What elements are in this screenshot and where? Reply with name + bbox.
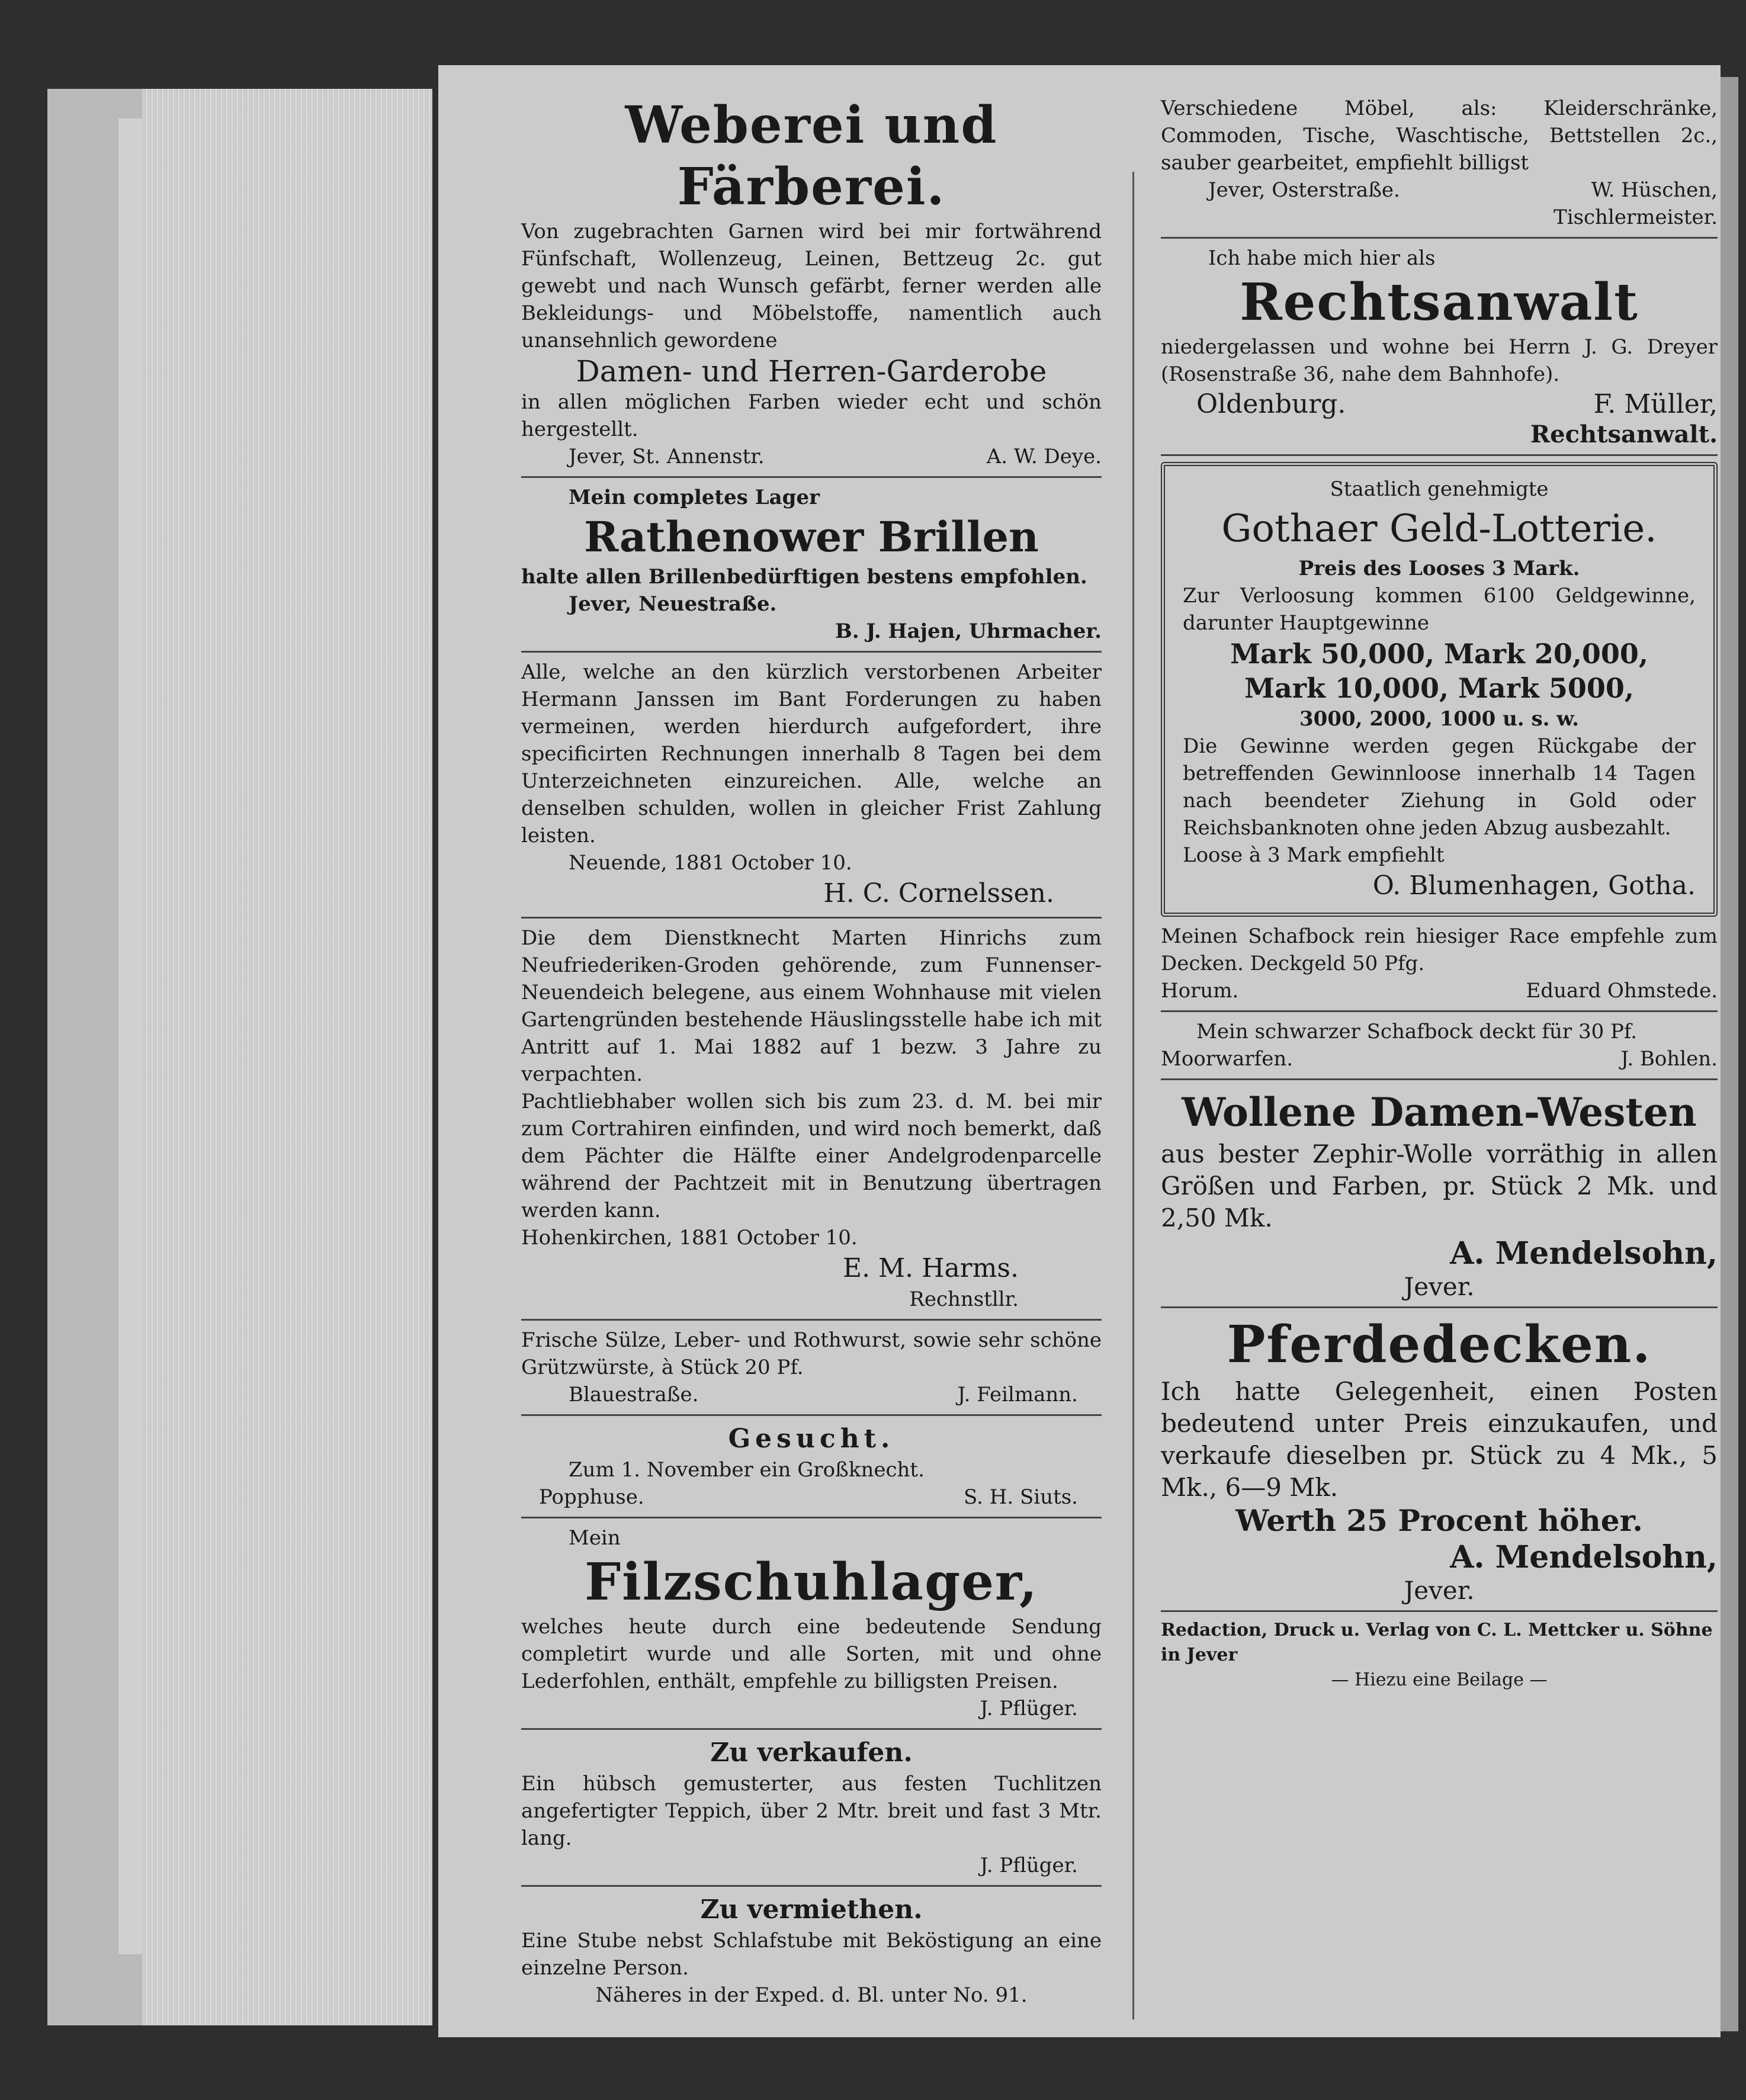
ad-role: Rechtsanwalt. <box>1530 420 1718 448</box>
ad-signature: A. Mendelsohn, <box>1450 1235 1718 1271</box>
ad-title: Rechtsanwalt <box>1240 272 1639 332</box>
ad-gesucht <box>521 1422 1102 1511</box>
ad-body: Die Gewinne werden gegen Rückgabe der betreffenden Gewinnloose innerhalb 14 Tagen nach beendeter Ziehung in Gold oder Reichsbanknoten ohne jeden Abzug ausbezahlt. <box>1183 734 1696 840</box>
ad-title: Rathenower Brillen <box>584 512 1039 561</box>
ad-signature: J. Feilmann. <box>957 1383 1078 1407</box>
ad-place: Jever, Neuestraße. <box>569 592 777 616</box>
ad-body: Zum 1. November ein Großknecht. <box>569 1458 925 1482</box>
ad-body: Meinen Schafbock rein hiesiger Race empfehle zum Decken. Deckgeld 50 Pfg. <box>1161 924 1718 975</box>
ad-signature: F. Müller, <box>1593 389 1718 419</box>
ad-schafbock-ohmstede <box>1161 923 1718 1004</box>
ad-body: Von zugebrachten Garnen wird bei mir fortwährend Fünfschaft, Wollenzeug, Leinen, Bettzeug 2c. gut gewebt und nach Wunsch gefärbt, ferner werden alle Bekleidungs- und Möbelstoffe, namentlich auch unansehnlich gewordene <box>521 220 1102 352</box>
ad-place: Moorwarfen. <box>1161 1047 1294 1071</box>
ad-price: Preis des Looses 3 Mark. <box>1298 557 1580 580</box>
rule <box>1161 1306 1718 1308</box>
ad-signature: E. M. Harms. <box>842 1253 1019 1283</box>
ad-role: Tischlermeister. <box>1554 205 1718 229</box>
rule <box>521 1517 1102 1518</box>
ad-signature: O. Blumenhagen, Gotha. <box>1372 871 1696 901</box>
ad-signature: Eduard Ohmstede. <box>1526 979 1718 1003</box>
ad-pretitle: Ich habe mich hier als <box>1208 246 1436 270</box>
ad-signature: W. Hüschen, <box>1591 178 1718 202</box>
ad-place: Hohenkirchen, 1881 October 10. <box>521 1226 858 1250</box>
ad-body: Frische Sülze, Leber- und Rothwurst, sowie sehr schöne Grützwürste, à Stück 20 Pf. <box>521 1328 1102 1379</box>
ad-hinrichs <box>521 924 1102 1313</box>
ad-brillen <box>521 484 1102 645</box>
ad-pretitle: Mein completes Lager <box>569 486 820 509</box>
ad-title: Weberei und Färberei. <box>625 95 998 217</box>
ad-place: Jever. <box>1404 1576 1475 1605</box>
ad-body: niedergelassen und wohne bei Herrn J. G. Dreyer (Rosenstraße 36, nahe dem Bahnhofe). <box>1161 335 1718 386</box>
ad-moebel <box>1161 95 1718 231</box>
ad-body: Loose à 3 Mark empfiehlt <box>1183 843 1445 867</box>
ad-note: Näheres in der Exped. d. Bl. unter No. 91. <box>595 1983 1028 2007</box>
ad-signature: A. Mendelsohn, <box>1450 1539 1718 1575</box>
ad-title: Gothaer Geld-Lotterie. <box>1221 507 1657 551</box>
ad-place: Jever, St. Annenstr. <box>569 445 765 468</box>
ad-place: Neuende, 1881 October 10. <box>569 851 852 875</box>
ad-body: Ich hatte Gelegenheit, einen Posten bedeutend unter Preis einzukaufen, und verkaufe dieselben pr. Stück zu 4 Mk., 5 Mk., 6—9 Mk. <box>1161 1377 1718 1502</box>
ad-place: Horum. <box>1161 979 1239 1003</box>
ad-title: Gesucht. <box>728 1424 895 1454</box>
ad-signature: S. H. Siuts. <box>964 1485 1078 1509</box>
ad-lotterie <box>1161 462 1718 917</box>
rule <box>1161 1610 1718 1612</box>
ad-body: Eine Stube nebst Schlafstube mit Beköstigung an eine einzelne Person. <box>521 1929 1102 1980</box>
ad-body: Ein hübsch gemusterter, aus festen Tuchlitzen angefertigter Teppich, über 2 Mtr. breit und fast 3 Mtr. lang. <box>521 1772 1102 1850</box>
ad-place: Popphuse. <box>539 1485 644 1509</box>
ad-verkaufen <box>521 1736 1102 1879</box>
ad-signature: J. Pflüger. <box>980 1697 1078 1720</box>
ad-body: Pachtliebhaber wollen sich bis zum 23. d. M. bei mir zum Cortrahiren einfinden, und wird noch bemerkt, daß dem Pächter die Hälfte einer Andelgrodenparcelle während der Pachtzeit mit in Benutzung übertragen werden kann. <box>521 1090 1102 1222</box>
ad-title: Zu vermiethen. <box>700 1895 923 1925</box>
ad-place: Oldenburg. <box>1196 389 1346 419</box>
ad-body: welches heute durch eine bedeutende Sendung completirt wurde und alle Sorten, mit und ohne Lederfohlen, enthält, empfehle zu billigsten Preisen. <box>521 1615 1102 1693</box>
ad-prizes: 3000, 2000, 1000 u. s. w. <box>1299 707 1579 731</box>
rule <box>521 651 1102 653</box>
ad-signature: J. Bohlen. <box>1620 1047 1718 1071</box>
left-column <box>521 95 1102 2009</box>
ad-place: Jever. <box>1404 1272 1475 1301</box>
book-spine-strip <box>118 118 142 1954</box>
ad-rechtsanwalt <box>1161 245 1718 448</box>
ad-signature: A. W. Deye. <box>986 445 1102 468</box>
imprint-text: Redaction, Druck u. Verlag von C. L. Mettcker u. Söhne in Jever <box>1161 1620 1713 1665</box>
rule <box>521 917 1102 919</box>
ad-body: Mein schwarzer Schafbock deckt für 30 Pf. <box>1196 1020 1638 1043</box>
ad-vermiethen <box>521 1893 1102 2009</box>
imprint <box>1161 1618 1718 1693</box>
ad-pferdedecken <box>1161 1314 1718 1604</box>
ad-body: Alle, welche an den kürzlich verstorbenen Arbeiter Hermann Janssen im Bant Forderungen zu haben vermeinen, werden hierdurch aufgefordert, ihre specificirten Rechnungen innerhalb 8 Tagen bei dem Unterzeichneten einzureichen. Alle, welche an denselben schulden, wollen in gleicher Frist Zahlung leisten. <box>521 660 1102 847</box>
rule <box>521 1319 1102 1321</box>
ad-body: aus bester Zephir-Wolle vorräthig in allen Größen und Farben, pr. Stück 2 Mk. und 2,50 Mk. <box>1161 1139 1718 1232</box>
column-divider <box>1132 172 1134 2019</box>
ad-body: Zur Verloosung kommen 6100 Geldgewinne, darunter Hauptgewinne <box>1183 584 1696 635</box>
ad-prizes: Mark 10,000, Mark 5000, <box>1244 672 1634 704</box>
ad-body: halte allen Brillenbedürftigen bestens empfohlen. <box>521 565 1087 589</box>
rule <box>521 1728 1102 1730</box>
ad-signature: J. Pflüger. <box>980 1854 1078 1877</box>
rule <box>1161 454 1718 456</box>
ad-subtitle: Damen- und Herren-Garderobe <box>576 354 1047 388</box>
rule <box>1161 1078 1718 1080</box>
ad-pretitle: Staatlich genehmigte <box>1330 477 1549 501</box>
ad-janssen <box>521 659 1102 911</box>
ad-suelze <box>521 1327 1102 1408</box>
ad-body: Verschiedene Möbel, als: Kleiderschränke, Commoden, Tische, Waschtische, Bettstellen 2c., sauber gearbeitet, empfiehlt billigst <box>1161 97 1718 175</box>
rule <box>1161 1010 1718 1012</box>
ad-schafbock-bohlen <box>1161 1018 1718 1073</box>
ad-filzschuh <box>521 1524 1102 1722</box>
ad-westen <box>1161 1086 1718 1301</box>
ad-role: Rechnstllr. <box>909 1287 1019 1311</box>
page-edge <box>1721 77 1738 2031</box>
ad-pretitle: Mein <box>569 1526 621 1550</box>
ad-signature: B. J. Hajen, Uhrmacher. <box>835 619 1102 643</box>
ad-body: in allen möglichen Farben wieder echt und schön hergestellt. <box>521 390 1102 441</box>
ad-place: Blauestraße. <box>569 1383 699 1407</box>
ad-title: Filzschuhlager, <box>585 1552 1038 1612</box>
rule <box>521 1885 1102 1887</box>
rule <box>1161 237 1718 239</box>
right-column <box>1161 95 1718 1693</box>
ad-place: Jever, Osterstraße. <box>1208 178 1400 202</box>
ad-signature: H. C. Cornelssen. <box>823 878 1054 908</box>
ad-title: Wollene Damen-Westen <box>1182 1089 1697 1135</box>
ad-prizes: Mark 50,000, Mark 20,000, <box>1230 638 1648 670</box>
rule <box>521 476 1102 478</box>
supplement-note: — Hiezu eine Beilage — <box>1331 1669 1548 1690</box>
rule <box>521 1414 1102 1416</box>
ad-worth: Werth 25 Procent höher. <box>1235 1503 1643 1538</box>
ad-title: Pferdedecken. <box>1227 1315 1652 1375</box>
ad-weberei <box>521 95 1102 470</box>
ad-title: Zu verkaufen. <box>710 1738 913 1768</box>
ad-body: Die dem Dienstknecht Marten Hinrichs zum Neufriederiken-Groden gehörende, zum Funnenser-Neuendeich belegene, aus einem Wohnhause mit vielen Gartengründen bestehende Häuslingsstelle habe ich mit Antritt auf 1. Mai 1882 auf 1 bezw. 3 Jahre zu verpachten. <box>521 926 1102 1086</box>
